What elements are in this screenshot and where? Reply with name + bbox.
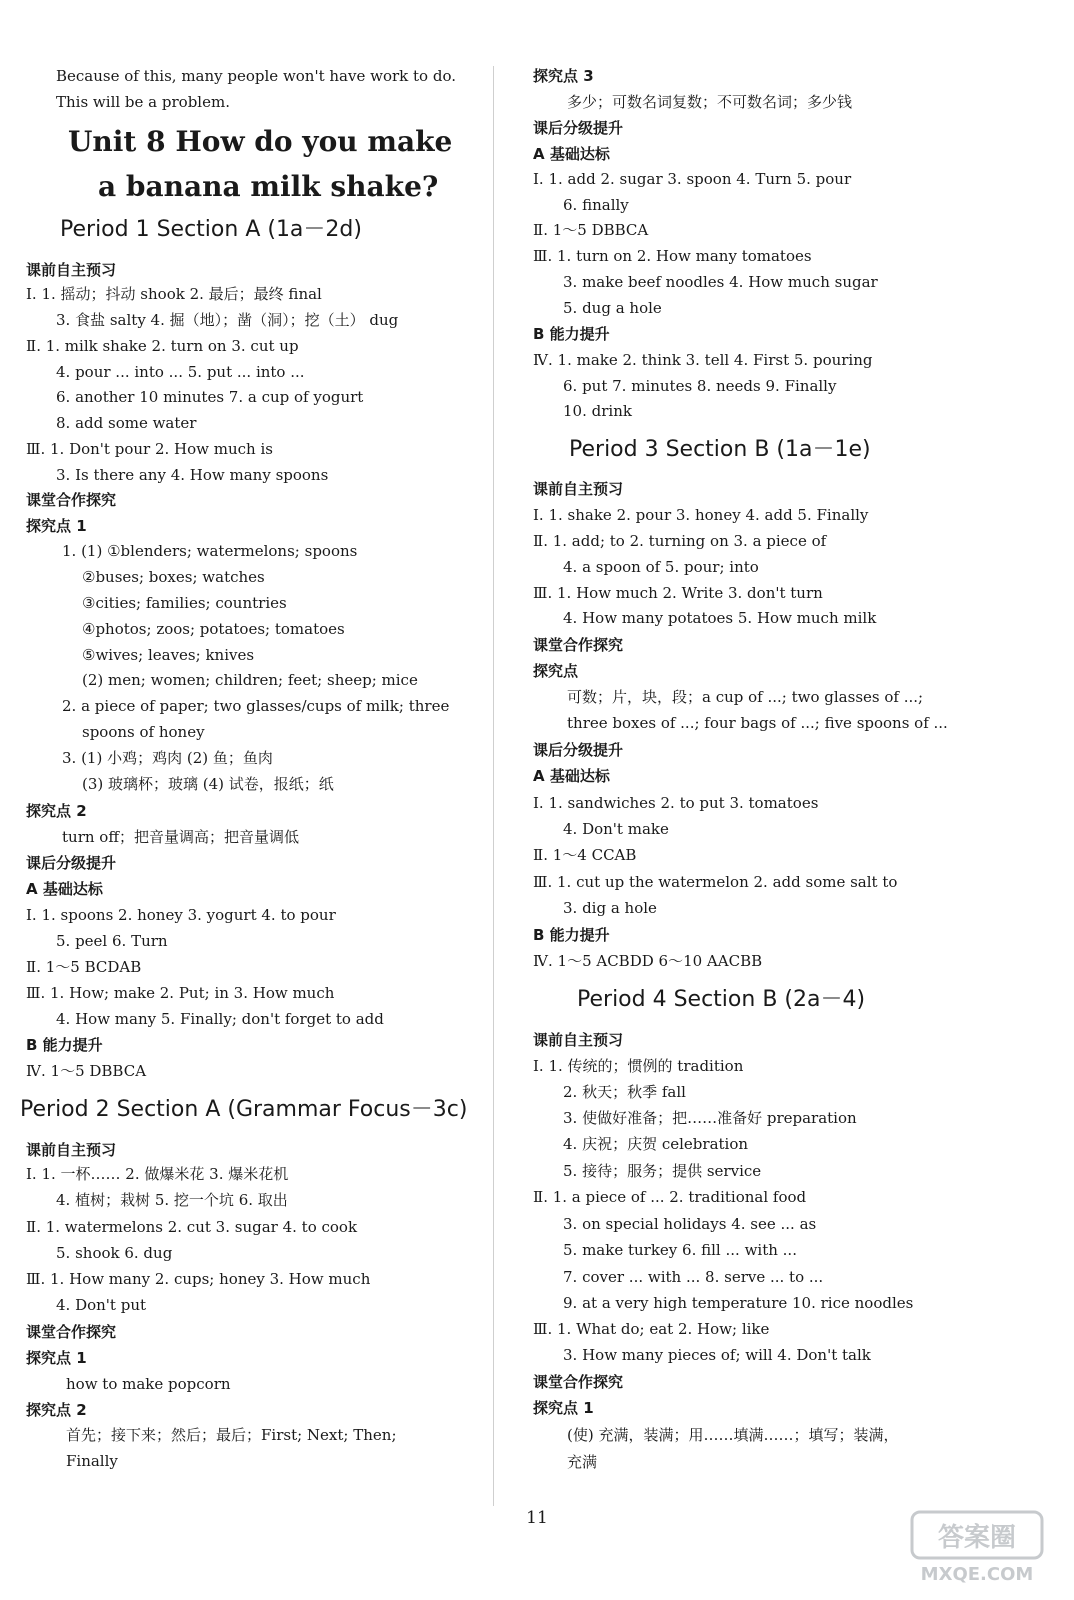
answer-line: 3. How many pieces of; will 4. Don't talk: [563, 1346, 871, 1364]
answer-line: Ⅰ. 1. 一杯…… 2. 做爆米花 3. 爆米花机: [26, 1165, 289, 1183]
period-heading: Period 3 Section B (1a－1e): [569, 437, 871, 462]
answer-line: 3. dig a hole: [563, 899, 657, 917]
answer-line: 3. make beef noodles 4. How much sugar: [563, 273, 878, 291]
section-heading: 课堂合作探究: [26, 1323, 117, 1341]
answer-line: 4. How many potatoes 5. How much milk: [563, 609, 877, 627]
answer-line: 3. Is there any 4. How many spoons: [56, 466, 329, 484]
answer-line: three boxes of ...; four bags of ...; five spoons of ...: [567, 714, 948, 732]
answer-line: Ⅱ. 1. add; to 2. turning on 3. a piece of: [533, 532, 827, 550]
svg-text:答案圈: 答案圈: [937, 1523, 1017, 1553]
watermark-text: MXQE.COM: [920, 1564, 1034, 1585]
section-heading: B 能力提升: [26, 1036, 103, 1054]
answer-line: Because of this, many people won't have work to do.: [56, 67, 456, 85]
section-heading: 课前自主预习: [26, 261, 117, 279]
answer-line: 4. Don't make: [563, 820, 669, 838]
answer-line: Ⅲ. 1. cut up the watermelon 2. add some salt to: [533, 873, 898, 891]
answer-line: ②buses; boxes; watches: [82, 568, 265, 586]
answer-line: ③cities; families; countries: [82, 594, 287, 612]
section-heading: 课堂合作探究: [26, 491, 117, 509]
answer-line: 充满: [567, 1453, 598, 1471]
answer-line: Ⅱ. 1. milk shake 2. turn on 3. cut up: [26, 337, 299, 355]
answer-line: 4. Don't put: [56, 1296, 147, 1314]
section-heading: 探究点 1: [26, 1349, 87, 1367]
answer-line: 3. on special holidays 4. see ... as: [563, 1215, 817, 1233]
answer-line: ⑤wives; leaves; knives: [82, 646, 255, 664]
answer-line: 2. a piece of paper; two glasses/cups of milk; three: [62, 697, 450, 715]
answer-line: Ⅰ. 1. 摇动；抖动 shook 2. 最后；最终 final: [26, 285, 322, 303]
answer-line: 2. 秋天；秋季 fall: [563, 1083, 686, 1101]
answer-line: 5. dug a hole: [563, 299, 662, 317]
unit-title: Unit 8 How do you make: [68, 125, 453, 158]
answer-line: 4. pour ... into ... 5. put ... into ...: [56, 363, 305, 381]
answer-line: Ⅲ. 1. turn on 2. How many tomatoes: [533, 247, 812, 265]
section-heading: 课堂合作探究: [533, 1373, 624, 1391]
answer-line: 3. 使做好准备；把……准备好 preparation: [563, 1109, 857, 1127]
section-heading: A 基础达标: [26, 880, 103, 898]
answer-line: Ⅳ. 1. make 2. think 3. tell 4. First 5. pouring: [533, 351, 873, 369]
period-heading: Period 4 Section B (2a－4): [577, 987, 866, 1012]
watermark-logo: [902, 1506, 1052, 1586]
section-heading: 课前自主预习: [26, 1141, 117, 1159]
answer-line: spoons of honey: [82, 723, 205, 741]
answer-line: Ⅳ. 1～5 ACBDD 6～10 AACBB: [533, 952, 763, 970]
answer-line: Ⅱ. 1～5 BCDAB: [26, 958, 142, 976]
answer-line: (2) men; women; children; feet; sheep; mice: [82, 671, 418, 689]
answer-line: 8. add some water: [56, 414, 197, 432]
page-number: 11: [526, 1508, 548, 1528]
answer-line: 6. put 7. minutes 8. needs 9. Finally: [563, 377, 837, 395]
column-divider: [493, 66, 494, 1506]
answer-line: (使) 充满，装满；用……填满……；填写；装满，: [567, 1426, 899, 1444]
section-heading: B 能力提升: [533, 325, 610, 343]
answer-line: 4. 植树；栽树 5. 挖一个坑 6. 取出: [56, 1191, 288, 1209]
answer-line: how to make popcorn: [66, 1375, 231, 1393]
answer-line: Ⅰ. 1. spoons 2. honey 3. yogurt 4. to pour: [26, 906, 336, 924]
period-heading: Period 2 Section A (Grammar Focus－3c): [20, 1097, 468, 1122]
answer-line: Ⅰ. 1. shake 2. pour 3. honey 4. add 5. Finally: [533, 506, 869, 524]
section-heading: 探究点: [533, 662, 579, 680]
answer-line: This will be a problem.: [56, 93, 230, 111]
answer-line: Ⅲ. 1. Don't pour 2. How much is: [26, 440, 273, 458]
answer-line: Ⅲ. 1. How many 2. cups; honey 3. How much: [26, 1270, 371, 1288]
section-heading: 课后分级提升: [533, 119, 624, 137]
section-heading: 课前自主预习: [533, 1031, 624, 1049]
answer-line: 1. (1) ①blenders; watermelons; spoons: [62, 542, 358, 560]
section-heading: 探究点 2: [26, 802, 87, 820]
unit-title: a banana milk shake?: [98, 170, 439, 203]
answer-line: 5. make turkey 6. fill ... with ...: [563, 1241, 797, 1259]
answer-line: 4. How many 5. Finally; don't forget to add: [56, 1010, 384, 1028]
answer-line: Ⅲ. 1. What do; eat 2. How; like: [533, 1320, 770, 1338]
section-heading: 课堂合作探究: [533, 636, 624, 654]
answer-line: (3) 玻璃杯；玻璃 (4) 试卷，报纸；纸: [82, 775, 334, 793]
section-heading: 课前自主预习: [533, 480, 624, 498]
section-heading: 课后分级提升: [533, 741, 624, 759]
answer-line: Ⅰ. 1. 传统的；惯例的 tradition: [533, 1057, 744, 1075]
answer-line: 5. 接待；服务；提供 service: [563, 1162, 762, 1180]
answer-line: ④photos; zoos; potatoes; tomatoes: [82, 620, 345, 638]
answer-line: Ⅱ. 1. a piece of ... 2. traditional food: [533, 1188, 807, 1206]
answer-line: 5. shook 6. dug: [56, 1244, 173, 1262]
section-heading: 探究点 1: [26, 517, 87, 535]
answer-line: 4. 庆祝；庆贺 celebration: [563, 1135, 749, 1153]
answer-line: 7. cover ... with ... 8. serve ... to ...: [563, 1268, 824, 1286]
answer-line: Ⅲ. 1. How much 2. Write 3. don't turn: [533, 584, 823, 602]
section-heading: A 基础达标: [533, 767, 610, 785]
answer-line: 9. at a very high temperature 10. rice noodles: [563, 1294, 914, 1312]
answer-line: 3. 食盐 salty 4. 掘（地）；凿（洞）；挖（土） dug: [56, 311, 399, 329]
answer-line: 6. finally: [563, 196, 629, 214]
answer-line: Ⅲ. 1. How; make 2. Put; in 3. How much: [26, 984, 335, 1002]
section-heading: B 能力提升: [533, 926, 610, 944]
answer-line: 6. another 10 minutes 7. a cup of yogurt: [56, 388, 364, 406]
answer-line: Finally: [66, 1452, 118, 1470]
answer-line: Ⅱ. 1～4 CCAB: [533, 846, 637, 864]
answer-line: 4. a spoon of 5. pour; into: [563, 558, 759, 576]
section-heading: A 基础达标: [533, 145, 610, 163]
answer-line: turn off；把音量调高；把音量调低: [62, 828, 299, 846]
answer-line: 3. (1) 小鸡；鸡肉 (2) 鱼；鱼肉: [62, 749, 273, 767]
answer-line: Ⅰ. 1. sandwiches 2. to put 3. tomatoes: [533, 794, 819, 812]
section-heading: 探究点 3: [533, 67, 594, 85]
answer-line: Ⅱ. 1～5 DBBCA: [533, 221, 649, 239]
period-heading: Period 1 Section A (1a－2d): [60, 217, 362, 242]
section-heading: 探究点 1: [533, 1399, 594, 1417]
section-heading: 课后分级提升: [26, 854, 117, 872]
answer-line: 多少；可数名词复数；不可数名词；多少钱: [567, 93, 853, 111]
answer-line: 首先；接下来；然后；最后；First; Next; Then;: [66, 1426, 397, 1444]
answer-line: 可数；片，块，段；a cup of ...; two glasses of ...;: [567, 688, 924, 706]
answer-line: Ⅰ. 1. add 2. sugar 3. spoon 4. Turn 5. pour: [533, 170, 852, 188]
section-heading: 探究点 2: [26, 1401, 87, 1419]
answer-line: Ⅱ. 1. watermelons 2. cut 3. sugar 4. to cook: [26, 1218, 358, 1236]
answer-line: Ⅳ. 1～5 DBBCA: [26, 1062, 147, 1080]
answer-line: 5. peel 6. Turn: [56, 932, 168, 950]
answer-line: 10. drink: [563, 402, 632, 420]
